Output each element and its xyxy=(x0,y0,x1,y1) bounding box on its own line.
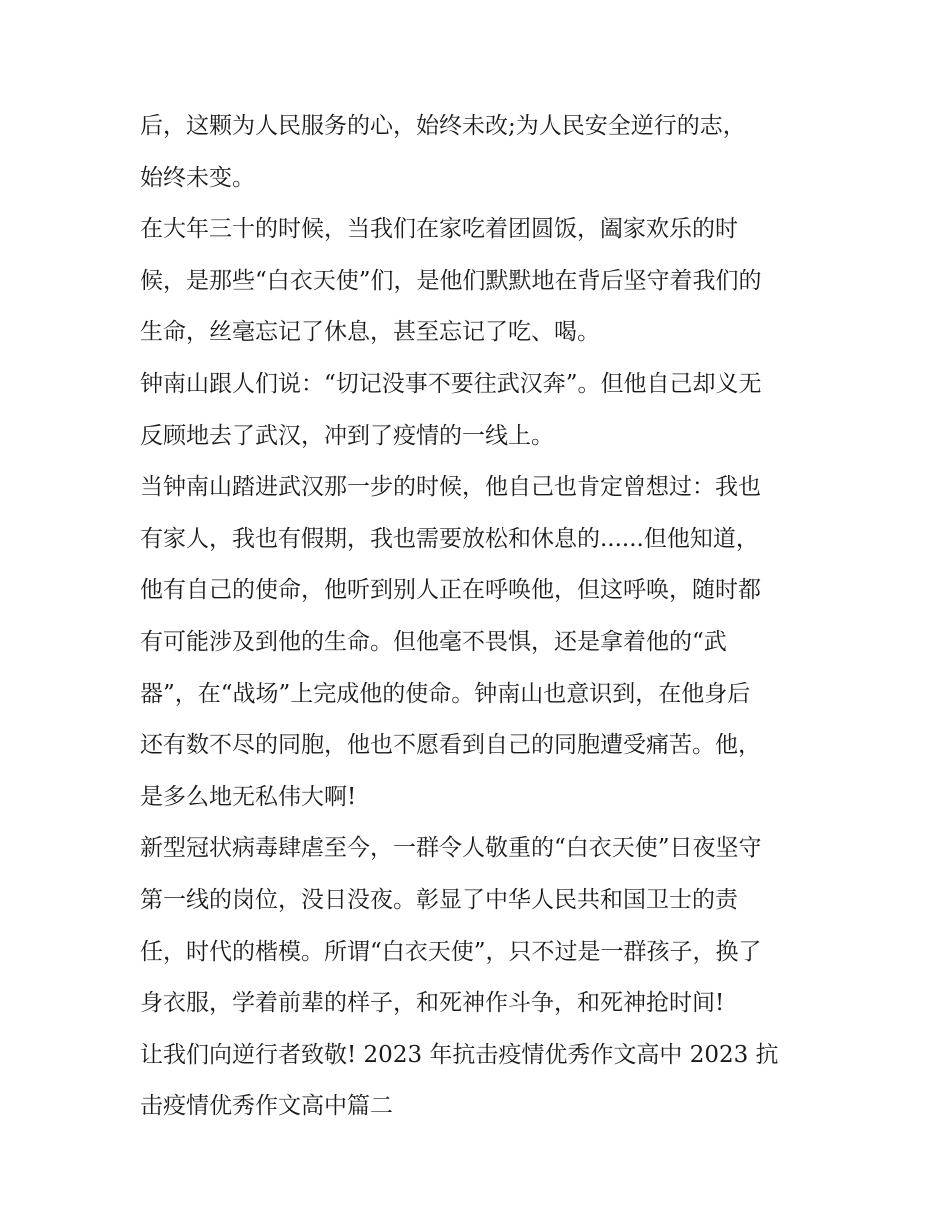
text-line: 器”，在“战场”上完成他的使命。钟南山也意识到，在他身后 xyxy=(140,680,751,707)
text-line: 让我们向逆行者致敬! 2023 年抗击疫情优秀作文高中 2023 抗 xyxy=(140,1041,779,1068)
text-line: 有可能涉及到他的生命。但他毫不畏惧，还是拿着他的“武 xyxy=(140,628,727,655)
text-line: 候，是那些“白衣天使”们，是他们默默地在背后坚守着我们的 xyxy=(140,267,762,294)
document-body xyxy=(140,101,820,1133)
text-line: 他有自己的使命，他听到别人正在呼唤他，但这呼唤，随时都 xyxy=(140,577,761,604)
text-line: 第一线的岗位，没日没夜。彰显了中华人民共和国卫士的责 xyxy=(140,886,738,913)
text-line: 是多么地无私伟大啊! xyxy=(140,783,357,810)
text-line: 钟南山跟人们说：“切记没事不要往武汉奔”。但他自己却义无 xyxy=(140,370,762,397)
text-line: 在大年三十的时候，当我们在家吃着团圆饭，阖家欢乐的时 xyxy=(140,216,738,243)
text-line: 任，时代的楷模。所谓“白衣天使”，只不过是一群孩子，换了 xyxy=(140,938,762,965)
text-line: 有家人，我也有假期，我也需要放松和休息的......但他知道， xyxy=(140,525,759,552)
text-line: 始终未变。 xyxy=(140,164,255,191)
text-line: 击疫情优秀作文高中篇二 xyxy=(140,1093,393,1120)
text-line: 当钟南山踏进武汉那一步的时候，他自己也肯定曾想过：我也 xyxy=(140,474,761,501)
text-line: 反顾地去了武汉，冲到了疫情的一线上。 xyxy=(140,422,554,449)
text-line: 后，这颗为人民服务的心，始终未改;为人民安全逆行的志， xyxy=(140,113,746,139)
text-line: 新型冠状病毒肆虐至今，一群令人敬重的“白衣天使”日夜坚守 xyxy=(140,835,762,862)
text-line: 身衣服，学着前辈的样子，和死神作斗争，和死神抢时间! xyxy=(140,990,725,1017)
text-line: 生命，丝毫忘记了休息，甚至忘记了吃、喝。 xyxy=(140,319,600,346)
text-line: 还有数不尽的同胞，他也不愿看到自己的同胞遭受痛苦。他， xyxy=(140,732,761,759)
